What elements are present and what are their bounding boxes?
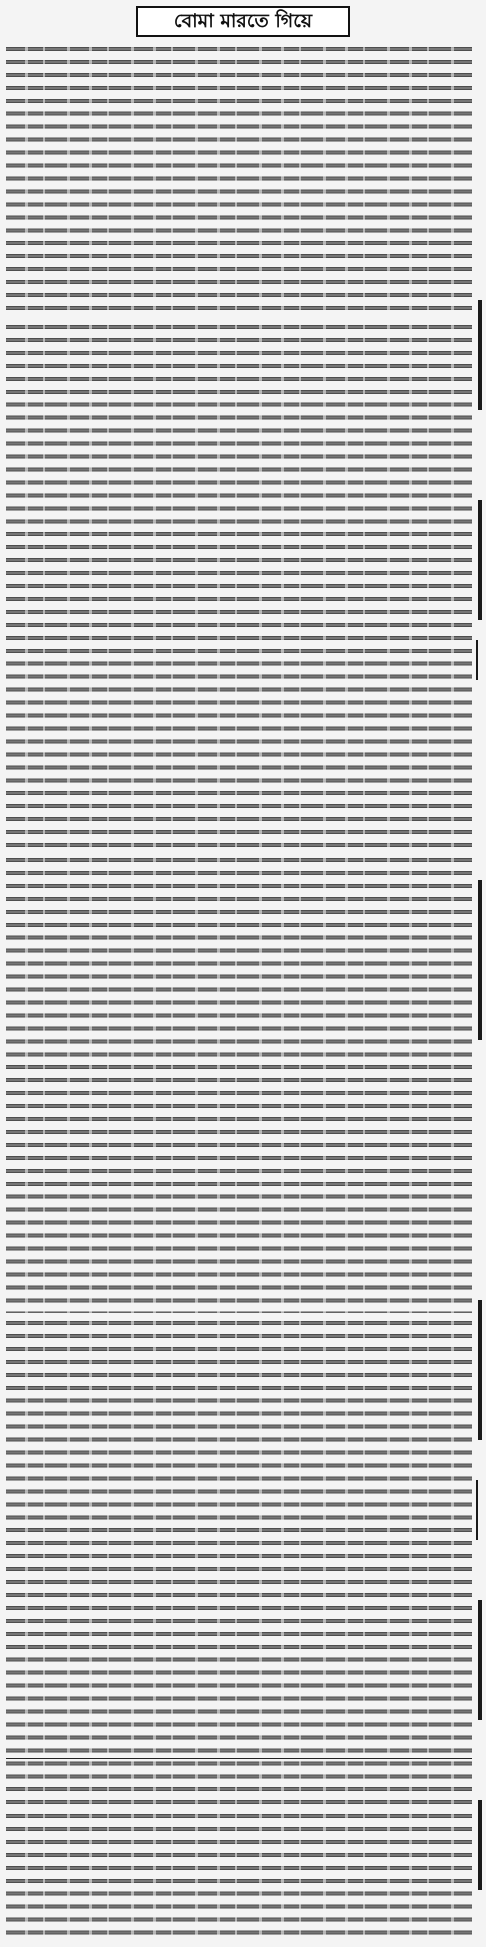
- section-divider: [6, 1758, 472, 1759]
- margin-rule: [478, 1800, 482, 1890]
- margin-rule: [478, 880, 482, 1040]
- margin-rule: [478, 300, 482, 410]
- headline-box: [136, 6, 350, 37]
- word-spacing-texture: [6, 1316, 472, 1806]
- headline: বোমা মারতে গিয়ে: [173, 10, 313, 32]
- word-spacing-texture: [6, 853, 472, 1313]
- margin-rule: [476, 1480, 478, 1540]
- word-spacing-texture: [6, 42, 472, 317]
- margin-rule: [476, 640, 478, 680]
- margin-rule: [478, 500, 482, 620]
- margin-rule: [478, 1300, 482, 1440]
- word-spacing-texture: [6, 1809, 472, 1942]
- word-spacing-texture: [6, 320, 472, 850]
- margin-rule: [478, 1600, 482, 1720]
- article-body: [6, 42, 472, 1942]
